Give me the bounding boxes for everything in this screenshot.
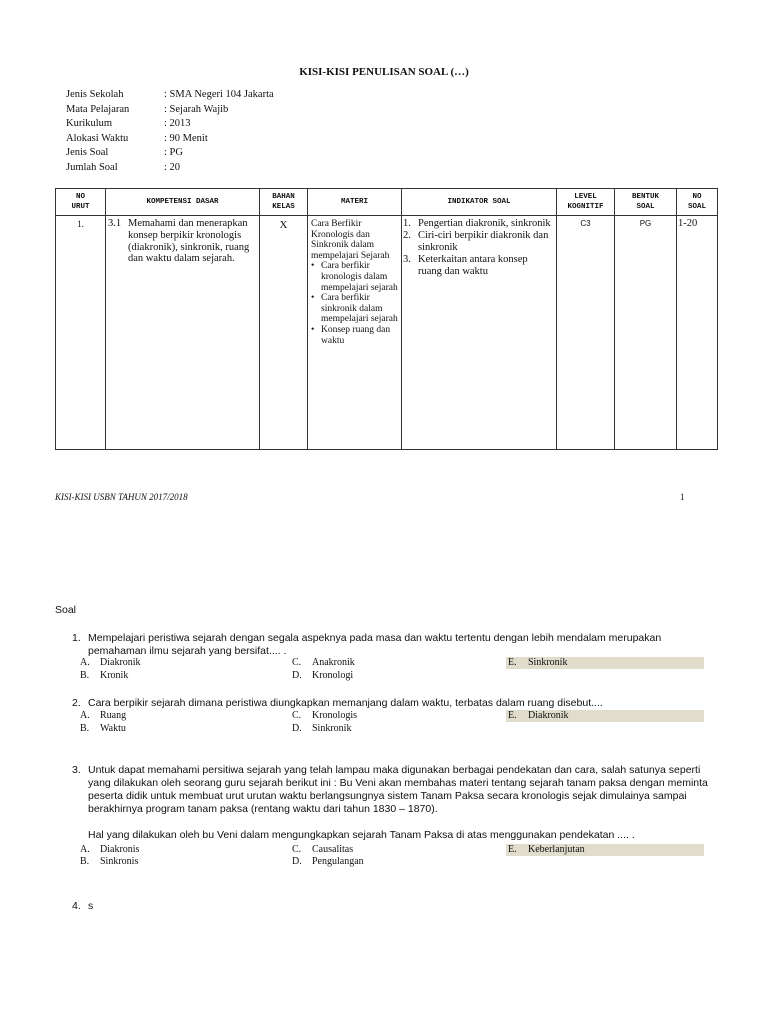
materi-item: • Konsep ruang dan waktu xyxy=(311,325,398,346)
meta-row-jenis-sekolah xyxy=(66,88,274,103)
option-a[interactable]: A. Diakronik xyxy=(80,657,141,668)
option-a[interactable]: A. Ruang xyxy=(80,710,127,721)
materi-intro: Cara Berfikir Kronologis dan Sinkronik dalam mempelajari Sejarah xyxy=(311,219,390,261)
cell-bahan-kelas: X xyxy=(260,216,308,450)
option-row xyxy=(80,657,700,669)
option-row xyxy=(80,844,700,856)
option-a[interactable]: A. Diakronis xyxy=(80,844,140,855)
meta-value: : SMA Negeri 104 Jakarta xyxy=(164,89,274,100)
meta-label: Jumlah Soal xyxy=(66,161,118,173)
question-1 xyxy=(72,632,712,681)
header-no-urut: NO URUT xyxy=(56,189,106,216)
soal-heading: Soal xyxy=(55,604,77,616)
question-3 xyxy=(72,764,712,867)
cell-no-urut: 1. xyxy=(56,216,106,450)
meta-row-mata-pelajaran xyxy=(66,103,274,118)
option-e-answer[interactable]: E. Sinkronik xyxy=(506,657,704,669)
meta-label: Jenis Soal xyxy=(66,147,109,159)
option-d[interactable]: D. Pengulangan xyxy=(292,856,364,867)
header-indikator-soal: INDIKATOR SOAL xyxy=(402,189,557,216)
option-c[interactable]: C. Anakronik xyxy=(292,657,355,668)
cell-indikator-soal xyxy=(402,216,557,450)
kd-number: 3.1 xyxy=(108,218,122,229)
question-text: s xyxy=(88,900,94,912)
question-text: Untuk dapat memahami persitiwa sejarah yang telah lampau maka digunakan berbagai pendekatan dan cara, salah satunya seperti yang dilakukan oleh seorang guru sejarah berikut ini : Bu Veni akan membahas materi tentang sejarah tanam paksa dengan meminta peserta didik untuk membuat urut urutan waktu berlangsungnya sistem Tanam Paksa secara kronologis sejak dimulainya sampai berakhirnya program tanam paksa (rentang waktu dari tahun 1830 – 1870). xyxy=(88,764,708,815)
option-c[interactable]: C. Kronologis xyxy=(292,710,357,721)
header-level-kognitif: LEVEL KOGNITIF xyxy=(557,189,615,216)
meta-value: : Sejarah Wajib xyxy=(164,103,229,115)
option-d[interactable]: D. Sinkronik xyxy=(292,723,352,734)
option-b[interactable]: B. Kronik xyxy=(80,670,129,681)
meta-value: : 20 xyxy=(164,161,181,173)
indikator-item: 2. Ciri-ciri berpikir diakronik dan sinkronik xyxy=(403,230,549,253)
meta-row-jenis-soal xyxy=(66,146,274,161)
kisi-kisi-table xyxy=(55,188,718,450)
header-no-soal: NO SOAL xyxy=(677,189,718,216)
option-d[interactable]: D. Kronologi xyxy=(292,670,354,681)
option-b[interactable]: B. Waktu xyxy=(80,723,126,734)
option-row xyxy=(80,710,700,722)
cell-kompetensi-dasar xyxy=(106,216,260,450)
materi-item: • Cara berfikir sinkronik dalam mempelajari sejarah xyxy=(311,293,398,325)
meta-label: Alokasi Waktu xyxy=(66,132,129,144)
kd-text: Memahami dan menerapkan konsep berpikir kronologis (diakronik), sinkronik, ruang dan waktu dalam sejarah. xyxy=(128,218,250,265)
option-row xyxy=(80,856,700,868)
question-prompt: Hal yang dilakukan oleh bu Veni dalam mengungkapkan sejarah Tanam Paksa di atas menggunakan pendekatan .... . xyxy=(88,829,635,841)
option-b[interactable]: B. Sinkronis xyxy=(80,856,139,867)
table-header-row xyxy=(56,189,718,216)
option-e-answer[interactable]: E. Keberlanjutan xyxy=(506,844,704,856)
meta-label: Kurikulum xyxy=(66,118,113,130)
page-number: 1 xyxy=(680,492,685,502)
option-c[interactable]: C. Causalitas xyxy=(292,844,354,855)
meta-row-kurikulum xyxy=(66,117,274,132)
meta-row-jumlah-soal xyxy=(66,161,274,176)
indikator-item: 1. Pengertian diakronik, sinkronik xyxy=(403,218,551,229)
document-title: KISI-KISI PENULISAN SOAL (…) xyxy=(299,66,469,78)
question-text: Mempelajari peristiwa sejarah dengan segala aspeknya pada masa dan waktu tertentu dengan lebih mendalam merupakan pemahaman ilmu sejarah yang bersifat.... . xyxy=(88,632,662,657)
question-number: 2. xyxy=(72,697,81,709)
header-bahan-kelas: BAHAN KELAS xyxy=(260,189,308,216)
cell-level-kognitif: C3 xyxy=(557,216,615,450)
option-e-answer[interactable]: E. Diakronik xyxy=(506,710,704,722)
header-bentuk-soal: BENTUK SOAL xyxy=(615,189,677,216)
materi-item: • Cara berfikir kronologis dalam mempelajari sejarah xyxy=(311,261,398,293)
cell-materi xyxy=(308,216,402,450)
cell-bentuk-soal: PG xyxy=(615,216,677,450)
document-meta xyxy=(66,88,274,176)
question-number: 4. xyxy=(72,900,81,912)
table-row xyxy=(56,216,718,450)
option-row xyxy=(80,670,700,682)
meta-value: : PG xyxy=(164,147,183,159)
header-materi: MATERI xyxy=(308,189,402,216)
question-text: Cara berpikir sejarah dimana peristiwa diungkapkan memanjang dalam waktu, terbatas dalam ruang disebut.... xyxy=(88,697,603,709)
meta-row-alokasi-waktu xyxy=(66,132,274,147)
indikator-item: 3. Keterkaitan antara konsep ruang dan waktu xyxy=(403,254,528,277)
footer-caption: KISI-KISI USBN TAHUN 2017/2018 xyxy=(55,492,188,502)
meta-label: Jenis Sekolah xyxy=(66,89,124,100)
question-number: 1. xyxy=(72,632,81,644)
question-2 xyxy=(72,697,712,734)
meta-label: Mata Pelajaran xyxy=(66,103,130,115)
cell-no-soal: 1-20 xyxy=(677,216,718,450)
header-kompetensi-dasar: KOMPETENSI DASAR xyxy=(106,189,260,216)
question-4 xyxy=(72,900,712,913)
materi-list xyxy=(311,261,398,346)
option-row xyxy=(80,723,700,735)
meta-value: : 2013 xyxy=(164,118,191,130)
meta-value: : 90 Menit xyxy=(164,132,208,144)
question-number: 3. xyxy=(72,764,81,776)
